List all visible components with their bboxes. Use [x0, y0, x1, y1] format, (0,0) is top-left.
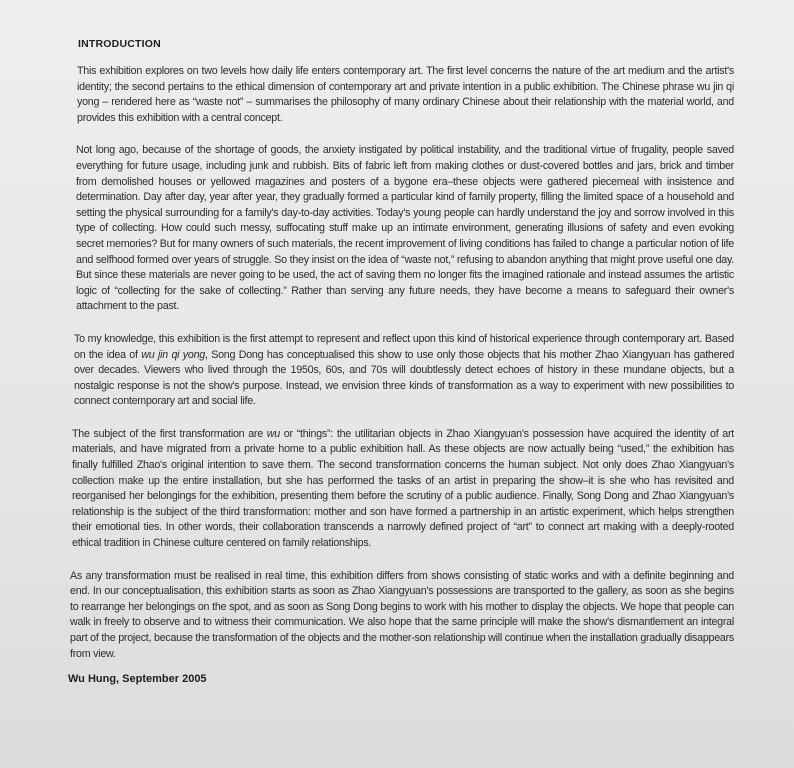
paragraph-4	[72, 427, 734, 552]
paragraph-3	[74, 332, 734, 410]
section-heading: INTRODUCTION	[78, 38, 161, 50]
author-signature: Wu Hung, September 2005	[68, 673, 207, 686]
paragraph-4-italic-word: wu	[266, 427, 280, 440]
paragraph-2: Not long ago, because of the shortage of goods, the anxiety instigated by political instability, and the traditional virtue of frugality, people saved everything for future usage, including junk and rubbish. Bits of fabric left from making clothes or dust-covered bottles and jars, brick and timber from demolished houses or yellowed magazines and posters of a bygone era–these objects were gathered piecemeal with insistence and determination. Day after day, year after year, they gradually formed a particular kind of family property, filling the limited space of a household and setting the physical surrounding for a family's day-to-day activities. Today's young people can hardly understand the joy and sorrow involved in this type of collecting. How could such messy, suffocating stuff make up an intimate environment, generating illusions of safety and even evoking secret memories? But for many owners of such materials, the recent improvement of living conditions has failed to change a particular notion of life and selfhood formed over years of struggle. So they insist on the idea of “waste not,” refusing to abandon anything that might prove useful one day. But since these materials are never going to be used, the act of saving them no longer fits the imagined rationale and instead assumes the artistic logic of “collecting for the sake of collecting.” Rather than serving any future needs, they have become a means to safeguard their owner's attachment to the past.	[76, 144, 734, 313]
paragraph-4-text-b: or “things”: the utilitarian objects in Zhao Xiangyuan's possession have acquired the identity of art materials, and have migrated from a private home to a public exhibition hall. As these objects are now actually being “used,” the exhibition has finally fulfilled Zhao's original intention to save them. The second transformation concerns the human subject. Not only does Zhao Xiangyuan's collection make up the entire installation, but she has performed the tasks of an artist in preparing the show–it is she who has revisited and reorganised her belongings for the exhibition, presenting them before the scrutiny of a public audience. Finally, Song Dong and Zhao Xiangyuan's relationship is the subject of the third transformation: mother and son have formed a partnership in an artistic experiment, which helps strengthen their emotional ties. In other words, their collaboration transcends a narrowly defined project of “art” to connect art making with a deeply-rooted ethical tradition in Chinese culture centered on family relationships.	[72, 427, 734, 550]
paragraph-5: As any transformation must be realised in real time, this exhibition differs from shows consisting of static works and with a definite beginning and end. In our conceptualisation, this exhibition starts as soon as Zhao Xiangyuan's possessions are transported to the gallery, as soon as she begins to rearrange her belongings on the spot, and as soon as Song Dong begins to work with his mother to display the objects. We hope that people can walk in freely to observe and to witness their communication. We also hope that the same principle will make the show's dismantlement an integral part of the project, because the transformation of the objects and the mother-son relationship will continue when the installation gradually disappears from view.	[70, 569, 734, 660]
wall-text-panel	[68, 38, 735, 686]
paragraph-3-italic-phrase: wu jin qi yong	[141, 348, 205, 361]
paragraph-4-text-a: The subject of the first transformation are	[72, 427, 267, 440]
paragraph-3-text-b: , Song Dong has conceptualised this show to use only those objects that his mother Zhao Xiangyuan has gathered over decades. Viewers who lived through the 1950s, 60s, and 70s will doubtlessly detect echoes of history in these mundane objects, but a nostalgic response is not the show's purpose. Instead, we envision three kinds of transformation as a way to experiment with new possibilities to connect contemporary art and social life.	[74, 348, 735, 408]
paragraph-3-text-a: To my knowledge, this exhibition is the first attempt to represent and reflect upon this kind of historical experience through contemporary art. Based on the idea of	[74, 332, 734, 361]
paragraph-1: This exhibition explores on two levels how daily life enters contemporary art. The first level concerns the nature of the art medium and the artist's identity; the second pertains to the ethical dimension of contemporary art and private intention in a public exhibition. The Chinese phrase wu jin qi yong – rendered here as “waste not” – summarises the philosophy of many ordinary Chinese about their relationship with the material world, and provides this exhibition with a central concept.	[77, 65, 734, 124]
